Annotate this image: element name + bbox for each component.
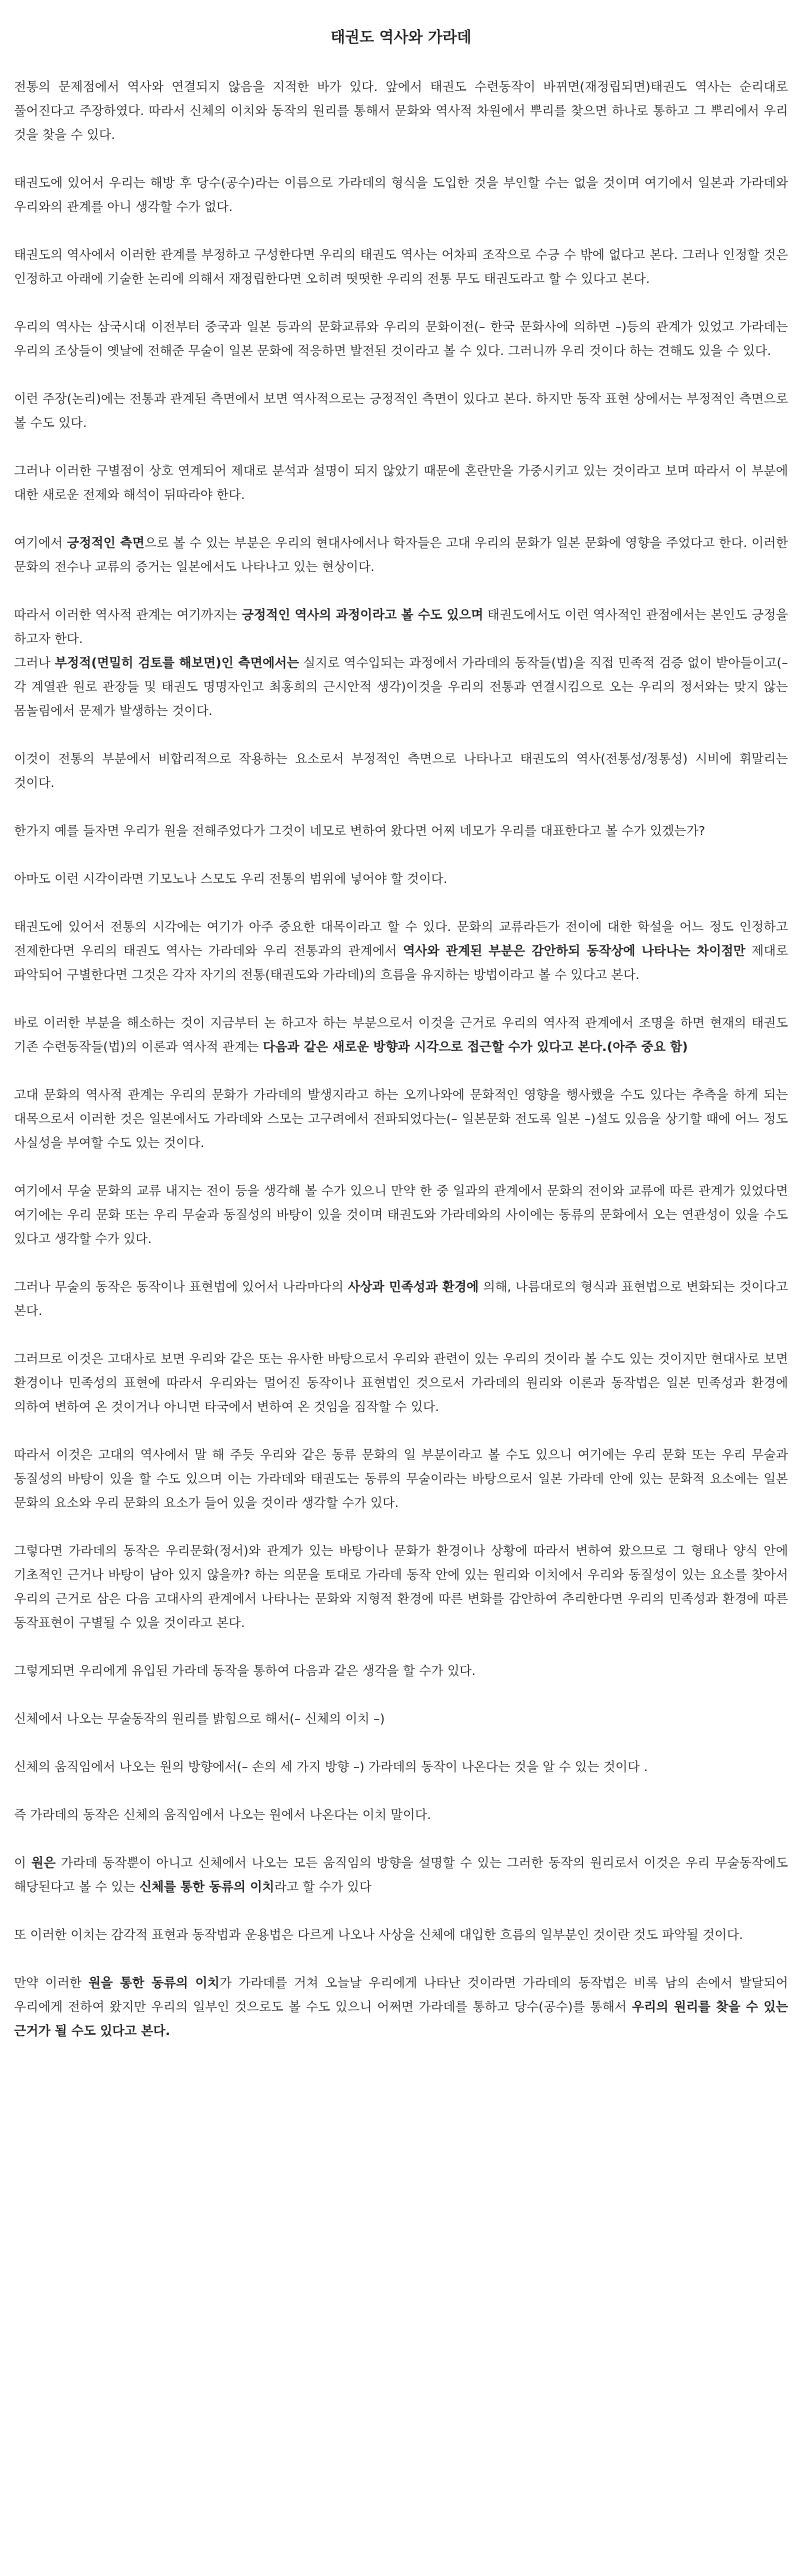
text-run: 그러나 이러한 구별점이 상호 연계되어 제대로 분석과 설명이 되지 않았기 때문에 혼란만을 가중시키고 있는 것이라고 보며 따라서 이 부분에 대한 새로운 전제와 해석이 뒤따라야 한다.: [14, 463, 788, 502]
bold-text: 긍정적인 측면: [66, 535, 145, 550]
paragraph: [14, 1755, 788, 1779]
text-run: 그러므로 이것은 고대사로 보면 우리와 같은 또는 유사한 바탕으로서 우리와 관련이 있는 우리의 것이라 볼 수도 있는 것이지만 현대사로 보면 환경이나 민족성의 표현에 따라서 우리와는 멀어진 동작이나 표현법인 것으로서 가라데의 원리와 이론과 동작법은 일본 민족성과 환경에 의하여 변하여 온 것이거나 아니면 타국에서 변하여 온 것임을 짐작할 수 있다.: [14, 1351, 788, 1414]
paragraph: [14, 1443, 788, 1515]
text-run: 여기에서 무술 문화의 교류 내지는 전이 등을 생각해 볼 수가 있으니 만약 한 중 일과의 관계에서 문화의 전이와 교류에 따른 관계가 있었다면 여기에는 우리 문화 또는 우리 무술과 동질성의 바탕이 있을 것이며 태권도와 가라데와의 사이에는 동류의 문화에서 오는 연관성이 있을 수도 있다고 생각할 수가 있다.: [14, 1183, 788, 1246]
text-run: 따라서 이러한 역사적 관계는 여기까지는: [14, 607, 242, 622]
paragraph: [14, 243, 788, 291]
bold-text: 원은: [31, 1855, 56, 1870]
text-run: 가라데 동작뿐이 아니고 신체에서 나오는 모든 움직임의 방향을 설명할 수 있는 그러한 동작의 원리로서 이것은 우리 무술동작에도 해당된다고 볼 수 있는: [14, 1855, 788, 1894]
text-run: 우리의 역사는 삼국시대 이전부터 중국과 일본 등과의 문화교류와 우리의 문화이전(– 한국 문화사에 의하면 –)등의 관계가 있었고 가라데는 우리의 조상들이 옛날에 전해준 무술이 일본 문화에 적응하면 발전된 것이라고 볼 수 있다. 그러니까 우리 것이다 하는 견해도 있을 수 있다.: [14, 319, 788, 358]
bold-text: 사상과 민족성과 환경에: [347, 1279, 479, 1294]
paragraph: [14, 867, 788, 891]
bold-text: 신체를 통한 동류의 이치: [139, 1879, 275, 1894]
text-run: 만약 이러한: [14, 1975, 89, 1990]
paragraph: [14, 819, 788, 843]
text-run: 태권도에 있어서 전통의 시각에는 여기가 아주 중요한 대목이라고 할 수 있다. 문화의 교류라든가 전이에 대한 학설을 어느 정도 인정하고 전제한다면 우리의 태권도 역사는 가라데와 우리 전통과의 관계에서: [14, 919, 788, 958]
paragraph: [14, 1275, 788, 1323]
paragraph: [14, 1803, 788, 1827]
paragraph: [14, 651, 788, 723]
bold-text: 부정적(면밀히 검토를 해보면)인 측면에서는: [54, 655, 299, 670]
text-run: 태권도의 역사에서 이러한 관계를 부정하고 구성한다면 우리의 태권도 역사는 어차피 조작으로 수긍 수 밖에 없다고 본다. 그러나 인정할 것은 인정하고 아래에 기술한 논리에 의해서 재정립한다면 오히려 떳떳한 우리의 전통 무도 태권도라고 할 수 있다고 본다.: [14, 247, 788, 286]
paragraph: [14, 75, 788, 147]
text-run: 라고 할 수가 있다: [274, 1879, 372, 1894]
paragraph: [14, 387, 788, 435]
text-run: 그러나: [14, 655, 55, 670]
text-run: 바로 이러한 부분을 해소하는 것이 지금부터 논 하고자 하는 부분으로서 이것을 근거로 우리의 역사적 관계에서 조명을 하면 현재의 태권도 기존 수련동작들(법)의 이론과 역사적 관계는: [14, 1015, 788, 1054]
text-run: 의해, 나름대로의 형식과 표현법으로 변화되는 것이다고 본다.: [14, 1279, 788, 1318]
text-run: 신체에서 나오는 무술동작의 원리를 밝힘으로 해서(– 신체의 이치 –): [14, 1711, 385, 1726]
text-run: 이것이 전통의 부분에서 비합리적으로 작용하는 요소로서 부정적인 측면으로 나타나고 태권도의 역사(전통성/정통성) 시비에 휘말리는 것이다.: [14, 751, 788, 790]
bold-text: 우리의 원리를 찾을 수 있는 근거가 될 수도 있다고 본다.: [14, 1999, 789, 2038]
text-run: 가 가라데를 거쳐 오늘날 우리에게 나타난 것이라면 가라데의 동작법은 비록 남의 손에서 발달되어 우리에게 전하여 왔지만 우리의 일부인 것으로도 볼 수도 있으니 어쩌면 가라데를 통하고 당수(공수)를 통해서: [14, 1975, 788, 2014]
paragraph: [14, 915, 788, 987]
text-run: 제대로 파악되어 구별한다면 그것은 각자 자기의 전통(태권도와 가라데)의 흐름을 유지하는 방법이라고 볼 수 있다고 본다.: [14, 943, 789, 982]
bold-text: 다음과 같은 새로운 방향과 시각으로 접근할 수가 있다고 본다.(아주 중요 함): [262, 1039, 688, 1054]
paragraph: [14, 1659, 788, 1683]
text-run: 한가지 예를 들자면 우리가 원을 전해주었다가 그것이 네모로 변하여 왔다면 어찌 네모가 우리를 대표한다고 볼 수가 있겠는가?: [14, 823, 706, 838]
text-run: 그러나 무술의 동작은 동작이나 표현법에 있어서 나라마다의: [14, 1279, 348, 1294]
text-run: 실지로 역수입되는 과정에서 가라데의 동작들(법)을 직접 민족적 검증 없이 받아들이고(–각 계열관 원로 관장들 및 태권도 명명자인고 최홍희의 근시안적 생각)이것을 우리의 전통과 연결시킴으로 오는 우리의 정서와는 맞지 않는 몸놀림에서 문제가 발생하는 것이다.: [14, 655, 788, 718]
paragraph: [14, 459, 788, 507]
text-run: 고대 문화의 역사적 관계는 우리의 문화가 가라데의 발생지라고 하는 오끼나와에 문화적인 영향을 행사했을 수도 있다는 추측을 하게 되는 대목으로서 이러한 것은 일본에서도 가라데와 스모는 고구려에서 전파되었다는(– 일본문화 전도록 일본 –)설도 있음을 상기할 때에 어느 정도 사실성을 부여할 수도 있는 것이다.: [14, 1087, 788, 1150]
paragraph: [14, 315, 788, 363]
paragraph: [14, 1179, 788, 1251]
text-run: 태권도에서도 이런 역사적인 관점에서는 본인도 긍정을 하고자 한다.: [14, 607, 789, 646]
paragraph: [14, 1083, 788, 1155]
text-run: 신체의 움직임에서 나오는 원의 방향에서(– 손의 세 가지 방향 –) 가라데의 동작이 나온다는 것을 알 수 있는 것이다 .: [14, 1759, 648, 1774]
text-run: 전통의 문제점에서 역사와 연결되지 않음을 지적한 바가 있다. 앞에서 태권도 수련동작이 바뀌면(재정립되면)태권도 역사는 순리대로 풀어진다고 주장하였다. 따라서 신체의 이치와 동작의 원리를 통해서 문화와 역사적 차원에서 뿌리를 찾으면 하나로 통하고 그 뿌리에서 우리 것을 찾을 수 있다.: [14, 79, 788, 142]
text-run: 이런 주장(논리)에는 전통과 관계된 측면에서 보면 역사적으로는 긍정적인 측면이 있다고 본다. 하지만 동작 표현 상에서는 부정적인 측면으로 볼 수도 있다.: [14, 391, 788, 430]
bold-text: 역사와 관계된 부분은 감안하되 동작상에 나타나는 차이점만: [402, 943, 746, 958]
text-run: 으로 볼 수 있는 부분은 우리의 현대사에서나 학자들은 고대 우리의 문화가 일본 문화에 영향을 주었다고 한다. 이러한 문화의 전수나 교류의 증거는 일본에서도 나타나고 있는 현상이다.: [14, 535, 788, 574]
bold-text: 긍정적인 역사의 과정이라고 볼 수도 있으며: [241, 607, 484, 622]
paragraph: [14, 1923, 788, 1947]
paragraph: [14, 1971, 788, 2043]
document-title: 태권도 역사와 가라데: [330, 28, 472, 46]
paragraph: [14, 1851, 788, 1899]
text-run: 여기에서: [14, 535, 67, 550]
text-run: 따라서 이것은 고대의 역사에서 말 해 주듯 우리와 같은 동류 문화의 일 부분이라고 볼 수도 있으니 여기에는 우리 문화 또는 우리 무술과 동질성의 바탕이 있을 할 수도 있으며 이는 가라데와 태권도는 동류의 무술이라는 바탕으로서 일본 가라데 안에 있는 문화적 요소에는 일본 문화의 요소와 우리 문화의 요소가 들어 있을 것이라 생각할 수가 있다.: [14, 1447, 788, 1510]
bold-text: 원을 통한 동류의 이치: [88, 1975, 220, 1990]
paragraph: [14, 1707, 788, 1731]
text-run: 이: [14, 1855, 32, 1870]
paragraph: [14, 1011, 788, 1059]
text-run: 아마도 이런 시각이라면 기모노나 스모도 우리 전통의 범위에 넣어야 할 것이다.: [14, 871, 448, 886]
text-run: 그렇게되면 우리에게 유입된 가라데 동작을 통하여 다음과 같은 생각을 할 수가 있다.: [14, 1663, 476, 1678]
text-run: 즉 가라데의 동작은 신체의 움직임에서 나오는 원에서 나온다는 이치 말이다.: [14, 1807, 432, 1822]
paragraph: [14, 1539, 788, 1635]
paragraph: [14, 747, 788, 795]
document-body: [14, 75, 788, 2043]
paragraph: [14, 603, 788, 651]
text-run: 태권도에 있어서 우리는 해방 후 당수(공수)라는 이름으로 가라데의 형식을 도입한 것을 부인할 수는 없을 것이며 여기에서 일본과 가라데와 우리와의 관계를 아니 생각할 수가 없다.: [14, 175, 788, 214]
paragraph: [14, 171, 788, 219]
text-run: 그렇다면 가라데의 동작은 우리문화(정서)와 관계가 있는 바탕이나 문화가 환경이나 상황에 따라서 변하여 왔으므로 그 형태나 양식 안에 기초적인 근거나 바탕이 남아 있지 않을까? 하는 의문을 토대로 가라데 동작 안에 있는 원리와 이치에서 우리와 동질성이 있는 요소를 찾아서 우리의 근거로 삼은 다음 고대사의 관계에서 나타나는 문화와 지형적 환경에 따른 변화를 감안하여 추리한다면 우리의 민족성과 환경에 따른 동작표현이 구별될 수 있을 것이라고 본다.: [14, 1543, 788, 1630]
paragraph: [14, 531, 788, 579]
text-run: 또 이러한 이치는 감각적 표현과 동작법과 운용법은 다르게 나오나 사상을 신체에 대입한 흐름의 일부분인 것이란 것도 파악될 것이다.: [14, 1927, 743, 1942]
paragraph: [14, 1347, 788, 1419]
